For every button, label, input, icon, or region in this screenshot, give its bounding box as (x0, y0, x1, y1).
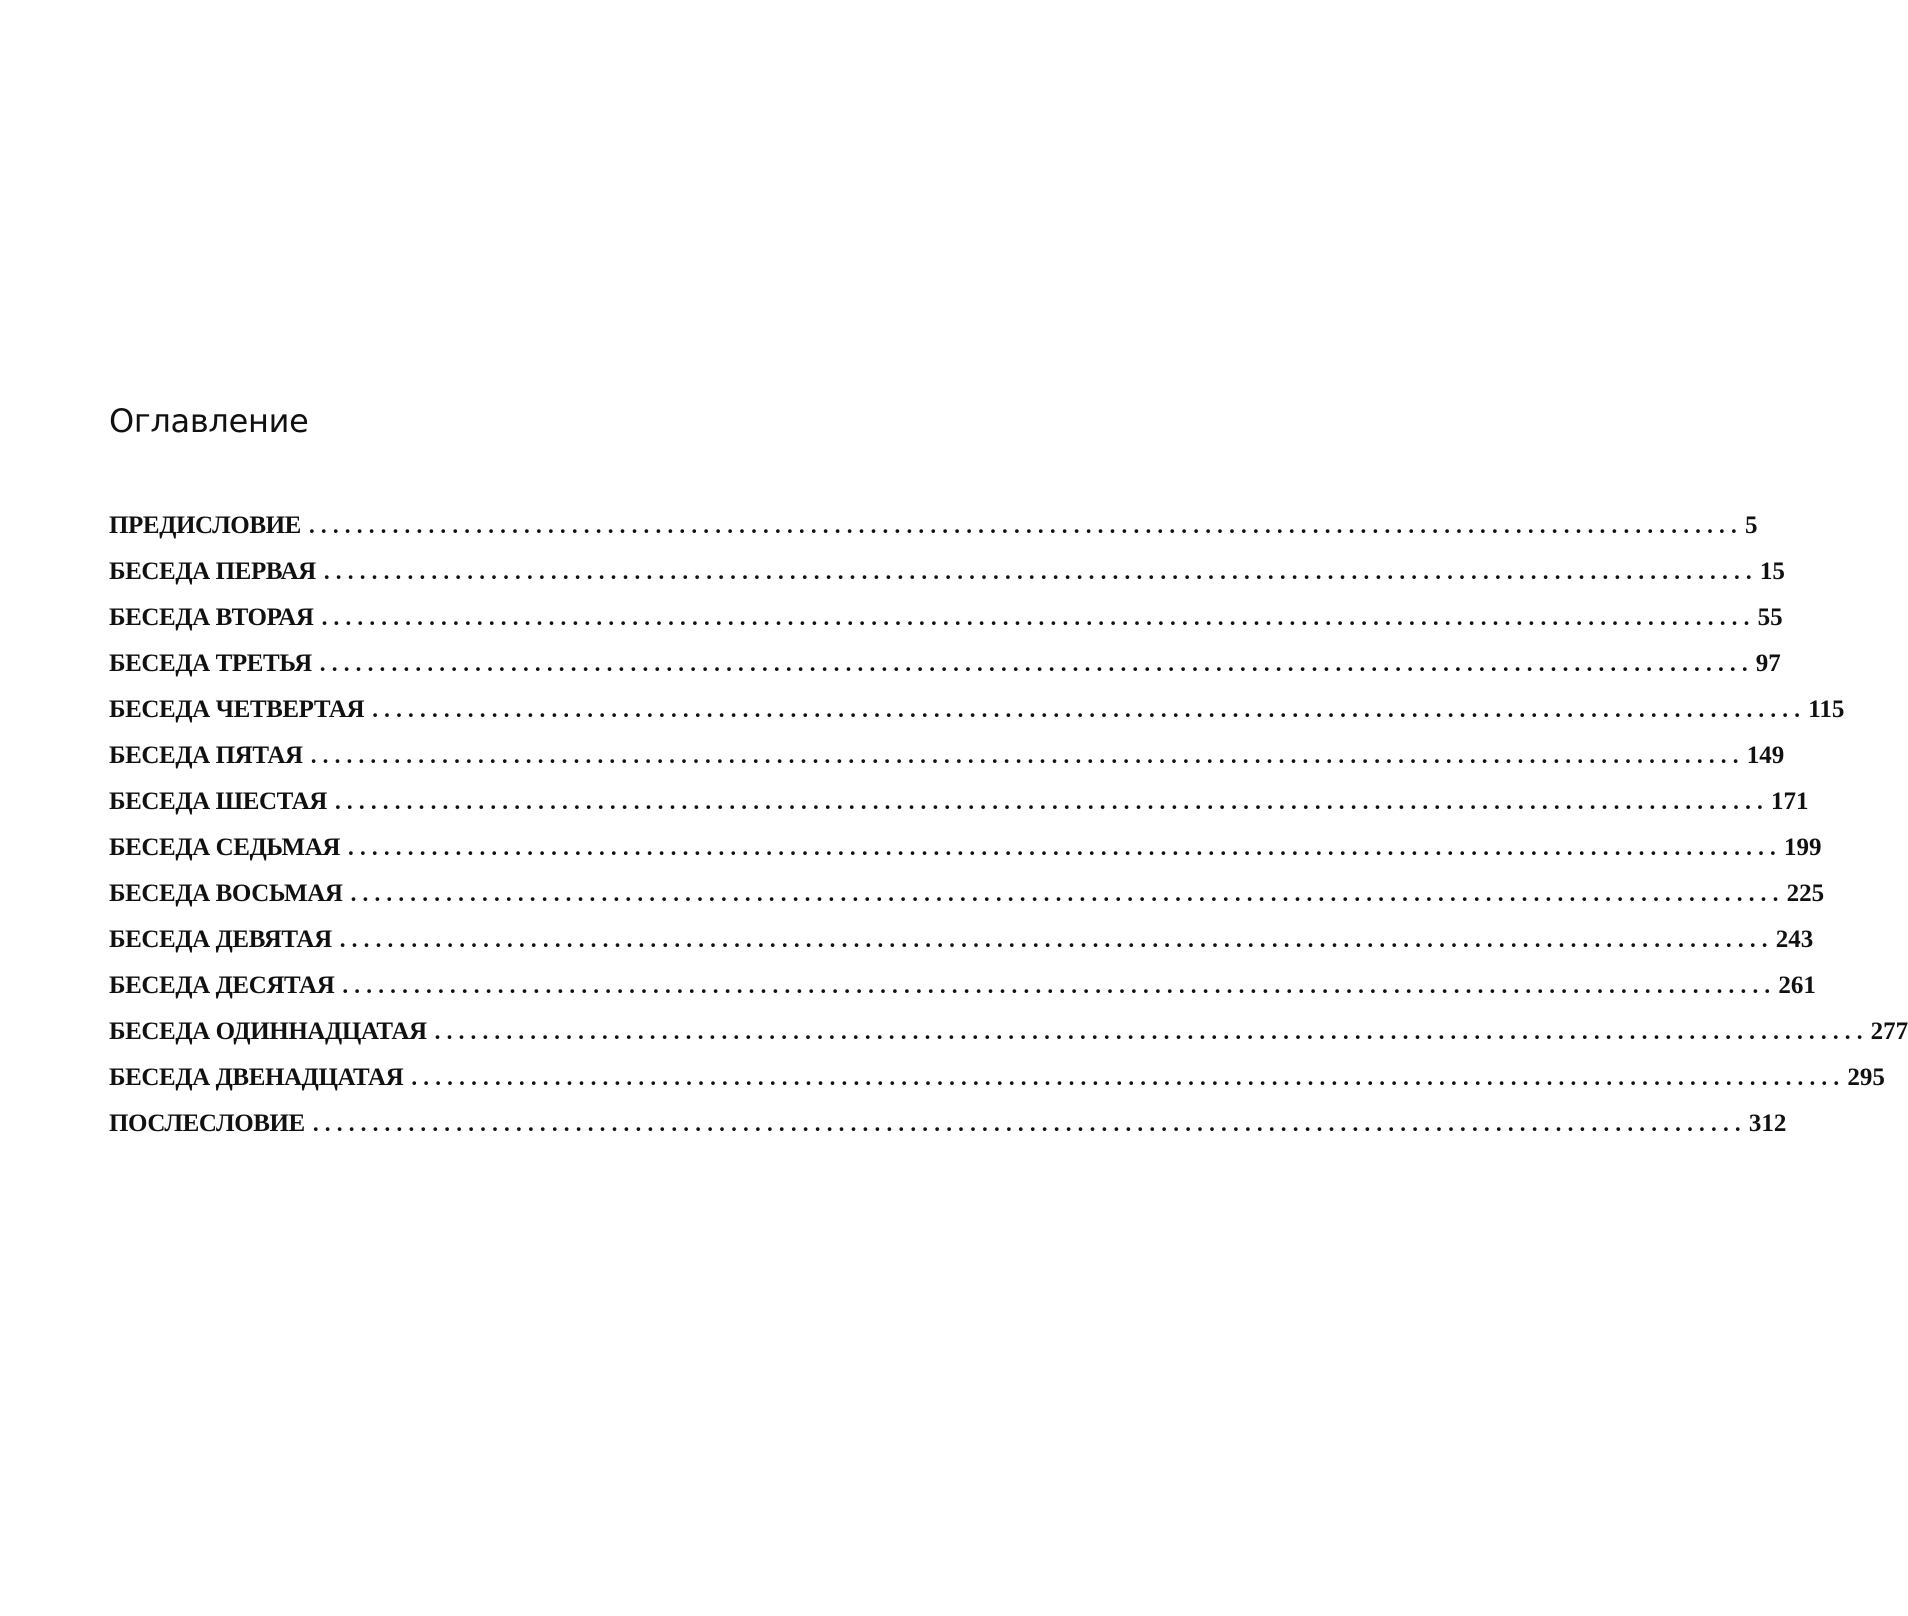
toc-dot-leader: ........................................................................................................................ (323, 559, 1758, 584)
toc-entry[interactable] (109, 512, 1758, 558)
toc-entry-page: 243 (1775, 926, 1814, 953)
toc-entry-page: 171 (1770, 788, 1809, 815)
toc-dot-leader: ........................................................................................................................ (342, 973, 1777, 998)
toc-entry[interactable] (109, 650, 1781, 696)
toc-entry-label: БЕСЕДА ДВЕНАДЦАТАЯ (109, 1064, 404, 1091)
toc-entry-label: ПРЕДИСЛОВИЕ (109, 512, 301, 539)
toc-entry-page: 312 (1748, 1110, 1787, 1137)
toc-entry[interactable] (109, 834, 1822, 880)
toc-dot-leader: ........................................................................................................................ (434, 1019, 1869, 1044)
toc-entry-label: БЕСЕДА ВОСЬМАЯ (109, 880, 343, 907)
toc-entry[interactable] (109, 696, 1845, 742)
toc-dot-leader: ........................................................................................................................ (319, 651, 1754, 676)
toc-entry[interactable] (109, 1018, 1908, 1064)
toc-entry[interactable] (109, 972, 1816, 1018)
toc-entry-page: 97 (1755, 650, 1781, 677)
toc-entry[interactable] (109, 926, 1814, 972)
toc-entry-label: БЕСЕДА ПЕРВАЯ (109, 558, 316, 585)
toc-dot-leader: ........................................................................................................................ (348, 835, 1782, 860)
toc-entry-label: БЕСЕДА ШЕСТАЯ (109, 788, 327, 815)
toc-dot-leader: ........................................................................................................................ (321, 605, 1756, 630)
toc-entry[interactable] (109, 880, 1825, 926)
toc-entry-label: БЕСЕДА ДЕСЯТАЯ (109, 972, 335, 999)
toc-entry-label: БЕСЕДА ЧЕТВЕРТАЯ (109, 696, 365, 723)
toc-entry-page: 277 (1870, 1018, 1908, 1045)
toc-entry-page: 199 (1784, 834, 1822, 861)
toc-dot-leader: ........................................................................................................................ (350, 881, 1785, 906)
toc-entry-page: 149 (1746, 742, 1785, 769)
toc-entry-label: БЕСЕДА ДЕВЯТАЯ (109, 926, 332, 953)
toc-dot-leader: ........................................................................................................................ (310, 743, 1745, 768)
toc-title: Оглавление (109, 402, 309, 440)
toc-entry-label: БЕСЕДА СЕДЬМАЯ (109, 834, 340, 861)
toc-entry[interactable] (109, 1064, 1885, 1110)
toc-dot-leader: ........................................................................................................................ (411, 1065, 1846, 1090)
toc-entry-label: БЕСЕДА ОДИННАДЦАТАЯ (109, 1018, 427, 1045)
toc-entry-page: 5 (1744, 512, 1758, 539)
toc-entry-page: 261 (1778, 972, 1816, 999)
toc-entry-page: 115 (1808, 696, 1845, 723)
toc-entry-page: 55 (1757, 604, 1783, 631)
toc-dot-leader: ........................................................................................................................ (334, 789, 1769, 814)
toc-entry-page: 15 (1759, 558, 1785, 585)
toc-entry[interactable] (109, 742, 1785, 788)
toc-entry-page: 295 (1847, 1064, 1885, 1091)
toc-entry-page: 225 (1786, 880, 1825, 907)
toc-entry[interactable] (109, 788, 1809, 834)
toc-dot-leader: ........................................................................................................................ (312, 1111, 1747, 1136)
toc-entry[interactable] (109, 1110, 1787, 1156)
toc-entry-label: БЕСЕДА ВТОРАЯ (109, 604, 314, 631)
toc-entry-label: БЕСЕДА ПЯТАЯ (109, 742, 303, 769)
toc-entry[interactable] (109, 604, 1783, 650)
toc-list (109, 512, 1908, 1156)
toc-entry[interactable] (109, 558, 1785, 604)
toc-dot-leader: ........................................................................................................................ (372, 697, 1807, 722)
toc-entry-label: ПОСЛЕСЛОВИЕ (109, 1110, 305, 1137)
toc-dot-leader: ........................................................................................................................ (339, 927, 1774, 952)
toc-dot-leader: ........................................................................................................................ (308, 513, 1743, 538)
toc-entry-label: БЕСЕДА ТРЕТЬЯ (109, 650, 312, 677)
